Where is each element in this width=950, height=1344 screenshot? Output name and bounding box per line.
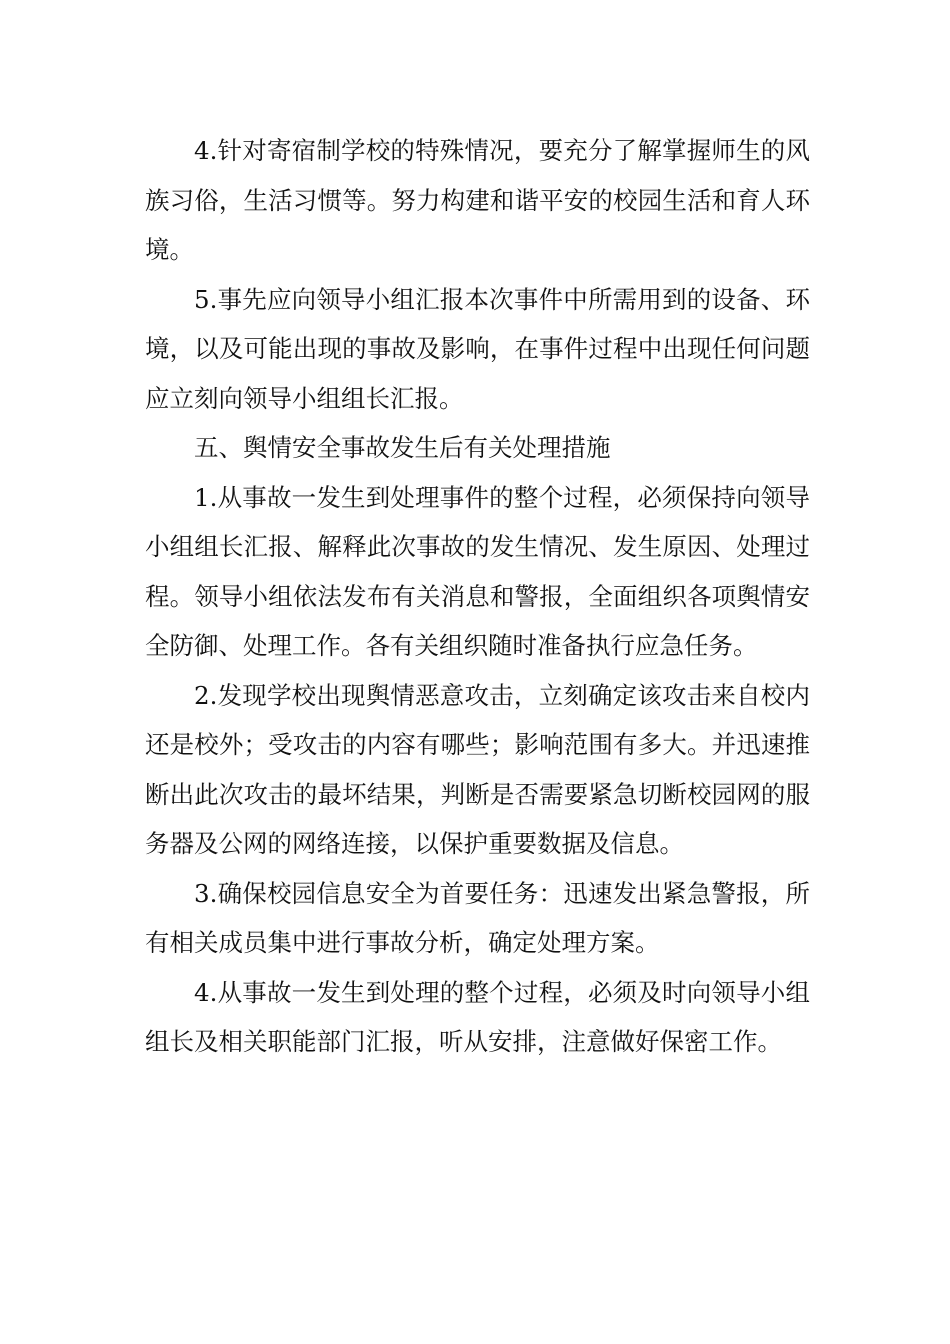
- section-heading-five: 五、舆情安全事故发生后有关处理措施: [194, 433, 611, 462]
- paragraph-measure-2: 2.发现学校出现舆情恶意攻击，立刻确定该攻击来自校内还是校外；受攻击的内容有哪些；影响范围有多大。并迅速推断出此次攻击的最坏结果，判断是否需要紧急切断校园网的服务器及公网的网络连接，以保护重要数据及信息。: [145, 680, 810, 858]
- paragraph-measure-4: 4.从事故一发生到处理的整个过程，必须及时向领导小组组长及相关职能部门汇报，听从安排，注意做好保密工作。: [145, 977, 810, 1056]
- paragraph-item-5-report: 5.事先应向领导小组汇报本次事件中所需用到的设备、环境，以及可能出现的事故及影响，在事件过程中出现任何问题应立刻向领导小组组长汇报。: [145, 284, 810, 413]
- document-body: [145, 126, 810, 1067]
- paragraph-item-4-boarding: 4.针对寄宿制学校的特殊情况，要充分了解掌握师生的风族习俗，生活习惯等。努力构建和谐平安的校园生活和育人环境。: [145, 136, 810, 264]
- paragraph-measure-1: 1.从事故一发生到处理事件的整个过程，必须保持向领导小组组长汇报、解释此次事故的发生情况、发生原因、处理过程。领导小组依法发布有关消息和警报，全面组织各项舆情安全防御、处理工作。各有关组织随时准备执行应急任务。: [145, 482, 810, 660]
- paragraph-measure-3: 3.确保校园信息安全为首要任务：迅速发出紧急警报，所有相关成员集中进行事故分析，确定处理方案。: [145, 878, 810, 957]
